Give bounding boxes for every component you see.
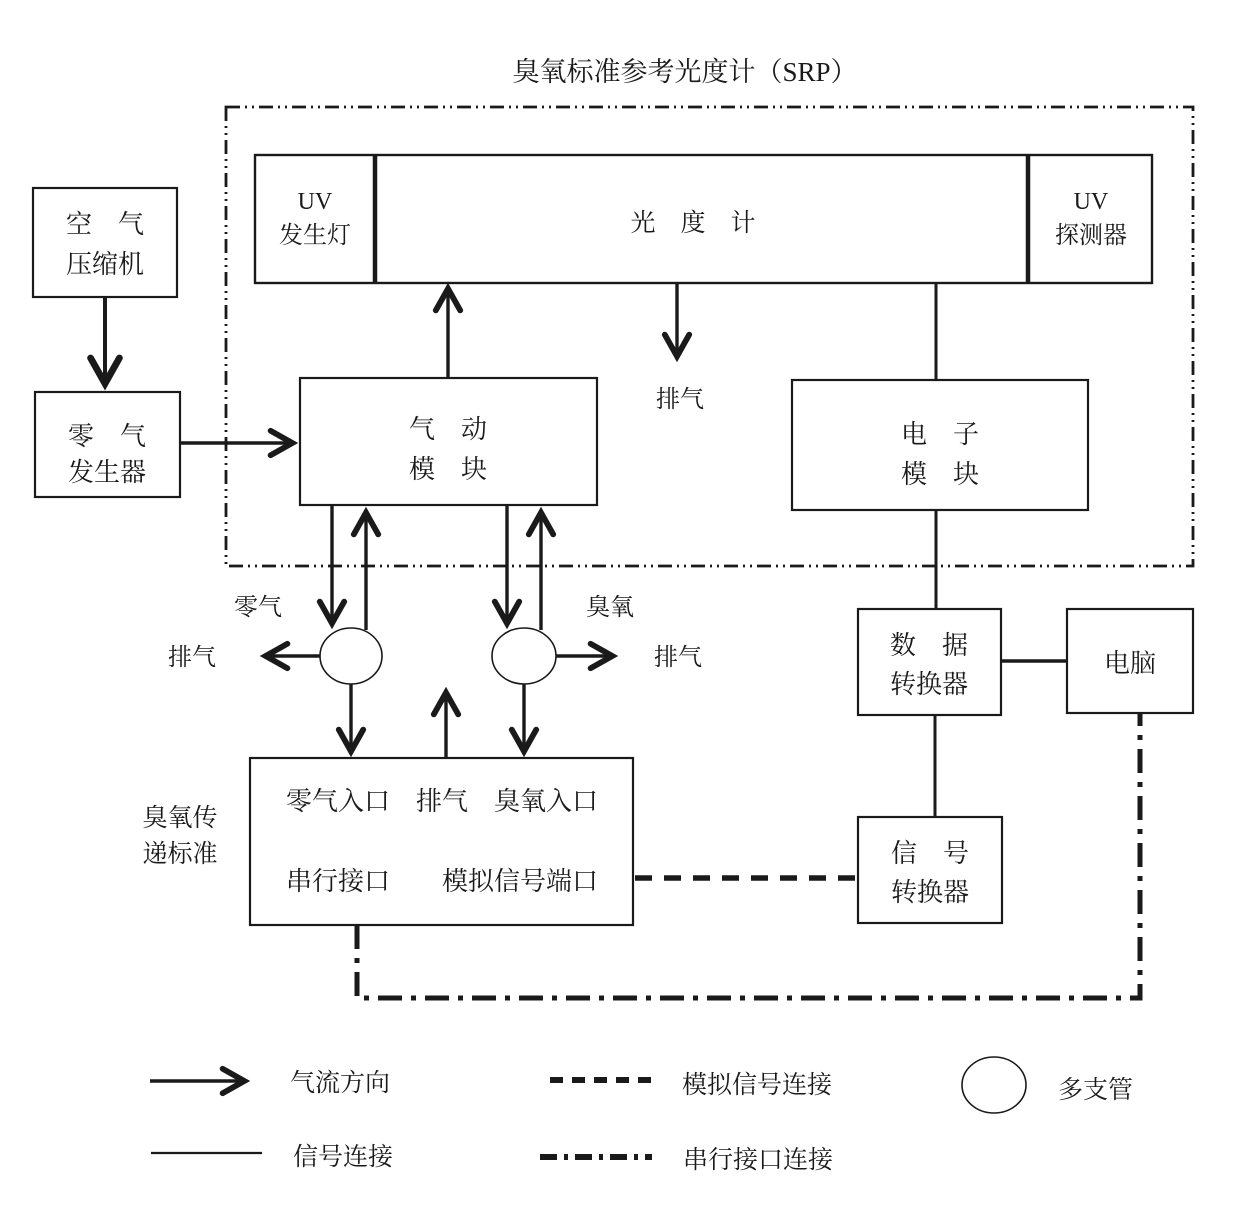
zero-gas-generator-label-line1: 零 气 [67,422,147,451]
pneumatic-module-label-line1: 气 动 [408,415,488,444]
legend-analog-label: 模拟信号连接 [682,1072,833,1099]
electronic-module-label-line1: 电 子 [900,420,980,449]
computer-label: 电脑 [1103,649,1157,678]
legend-manifold-label: 多支管 [1058,1077,1134,1104]
data-converter-label-line1: 数 据 [889,631,969,660]
data-converter-label-line2: 转换器 [889,670,969,699]
uv-detector-label-line2: 探测器 [1055,223,1127,249]
zero-gas-generator-label-line2: 发生器 [67,458,147,487]
uv-detector-label-line1: UV [1073,189,1109,215]
left-manifold-circle [320,628,382,684]
transfer-standard-ports-line1: 零气入口 排气 臭氧入口 [285,787,599,816]
uv-lamp-label-line2: 发生灯 [279,223,351,249]
ozone-label: 臭氧 [586,595,634,621]
legend-signal-label: 信号连接 [293,1144,394,1171]
photometer-exhaust-label: 排气 [656,387,704,413]
legend-manifold-circle-sample [962,1057,1026,1113]
zero-air-label: 零气 [234,595,282,621]
signal-converter-label-line2: 转换器 [890,878,970,907]
air-compressor-label-line2: 压缩机 [65,250,145,279]
right-manifold-circle [492,628,556,684]
transfer-standard-side-label-line1: 臭氧传 [142,805,218,832]
electronic-module-label-line2: 模 块 [900,460,980,489]
transfer-standard-box [250,758,633,925]
transfer-standard-ports-line2: 串行接口 模拟信号端口 [285,867,599,896]
uv-lamp-label-line1: UV [297,189,333,215]
data-converter-box [858,609,1001,715]
air-compressor-box [33,188,177,297]
photometer-label: 光 度 计 [630,210,756,237]
diagram-title: 臭氧标准参考光度计（SRP） [512,57,858,87]
right-exhaust-label: 排气 [654,645,702,671]
air-compressor-label-line1: 空 气 [65,210,145,239]
pneumatic-module-label-line2: 模 块 [408,455,488,484]
transfer-standard-side-label-line2: 递标准 [142,841,218,868]
left-exhaust-label: 排气 [168,645,216,671]
signal-converter-box [858,817,1002,923]
legend-serial-label: 串行接口连接 [683,1147,834,1174]
signal-converter-label-line1: 信 号 [890,839,970,868]
legend [150,1057,1133,1174]
legend-airflow-label: 气流方向 [290,1070,391,1097]
